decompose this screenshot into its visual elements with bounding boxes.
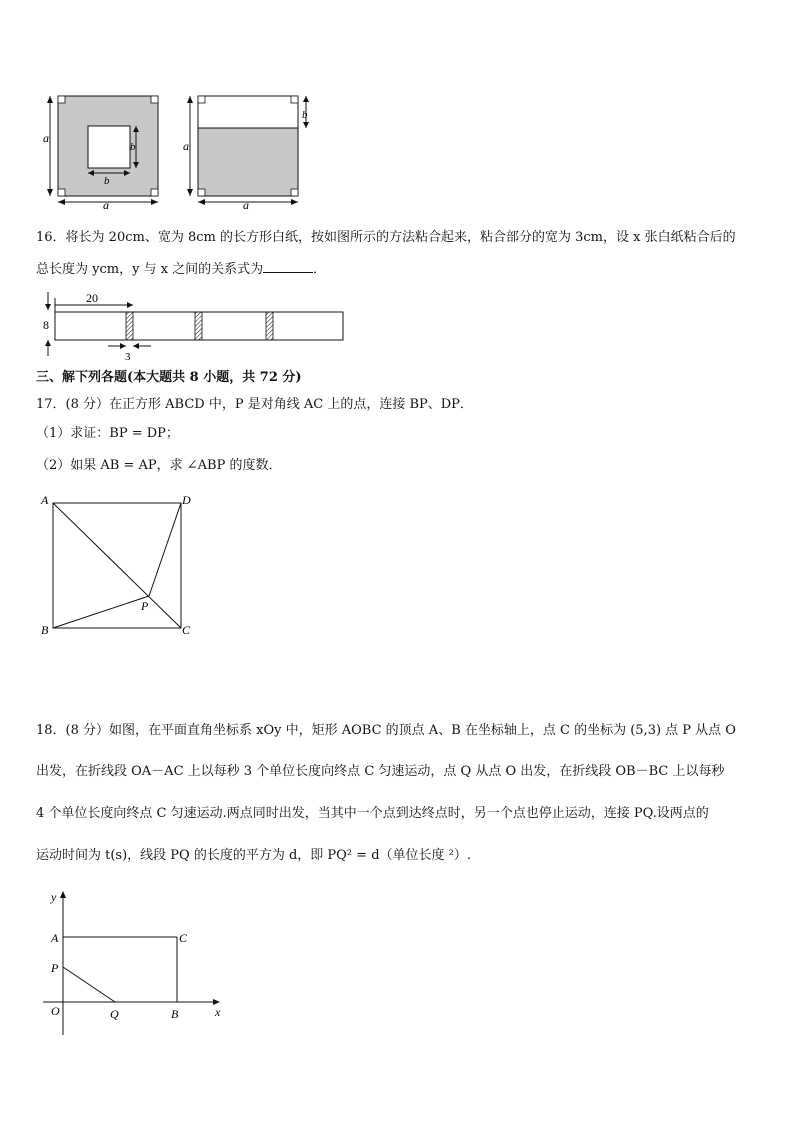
- fig15-left-a-horiz: a: [103, 198, 109, 210]
- section-3-title: 三、解下列各题(本大题共 8 小题，共 72 分): [36, 370, 302, 385]
- figure-15-squares: [40, 88, 330, 210]
- q17-line3: （2）如果 AB = AP，求 ∠ABP 的度数．: [36, 458, 282, 473]
- fig18-label-A: A: [51, 931, 59, 945]
- fig17-label-D: D: [182, 493, 191, 507]
- fig16-height-label: 8: [43, 318, 49, 332]
- q16-line2: [36, 260, 326, 279]
- fig15-right-a-horiz: a: [243, 198, 249, 210]
- fig17-label-P: P: [141, 599, 149, 613]
- fig18-label-B: B: [171, 1007, 179, 1021]
- fig15-right-b-vert: b: [302, 109, 308, 121]
- fig18-label-C: C: [179, 931, 188, 945]
- fig18-axis-y: y: [51, 890, 57, 904]
- q18-line3: 4 个单位长度向终点 C 匀速运动.两点同时出发，当其中一个点到达终点时，另一个点也停止运动，连接 PQ.设两点的: [36, 806, 709, 821]
- fig18-axis-x: x: [215, 1005, 221, 1019]
- q17-line2: （1）求证：BP = DP；: [36, 426, 179, 441]
- fig17-label-A: A: [41, 493, 49, 507]
- fig15-left-b-horiz: b: [104, 175, 110, 187]
- q16-line2-end: ．: [313, 262, 327, 277]
- fig15-left-b-vert: b: [130, 141, 136, 153]
- q18-line4: 运动时间为 t(s)，线段 PQ 的长度的平方为 d，即 PQ² = d（单位长度 ²）.: [36, 848, 471, 863]
- q16-answer-blank: [263, 260, 313, 273]
- fig18-label-O: O: [51, 1004, 60, 1018]
- q18-line1: 18．(8 分）如图，在平面直角坐标系 xOy 中，矩形 AOBC 的顶点 A、B 在坐标轴上，点 C 的坐标为 (5,3) 点 P 从点 O: [36, 723, 736, 738]
- figure-18-coordinate-plane: [38, 885, 238, 1040]
- fig15-right-a-vert: a: [183, 139, 189, 153]
- figure-15-left: [43, 96, 158, 210]
- fig18-label-Q: Q: [110, 1007, 119, 1021]
- figure-17-square: [36, 490, 201, 640]
- fig18-label-P: P: [51, 961, 59, 975]
- q16-line1: 16．将长为 20cm、宽为 8cm 的长方形白纸，按如图所示的方法粘合起来，粘合部分的宽为 3cm，设 x 张白纸粘合后的: [36, 230, 736, 245]
- figure-16-paper-strip: [38, 288, 348, 363]
- figure-15-right: [183, 96, 309, 210]
- q18-line2: 出发，在折线段 OA－AC 上以每秒 3 个单位长度向终点 C 匀速运动，点 Q 从点 O 出发，在折线段 OB－BC 上以每秒: [36, 764, 725, 779]
- fig16-length-label: 20: [86, 291, 98, 305]
- q17-line1: 17．(8 分）在正方形 ABCD 中，P 是对角线 AC 上的点，连接 BP、DP．: [36, 397, 473, 412]
- fig17-label-C: C: [182, 623, 191, 637]
- q16-line2-text: 总长度为 ycm，y 与 x 之间的关系式为: [36, 262, 264, 277]
- fig17-label-B: B: [41, 623, 49, 637]
- fig16-overlap-label: 3: [125, 351, 131, 363]
- fig15-left-a-vert: a: [43, 131, 49, 145]
